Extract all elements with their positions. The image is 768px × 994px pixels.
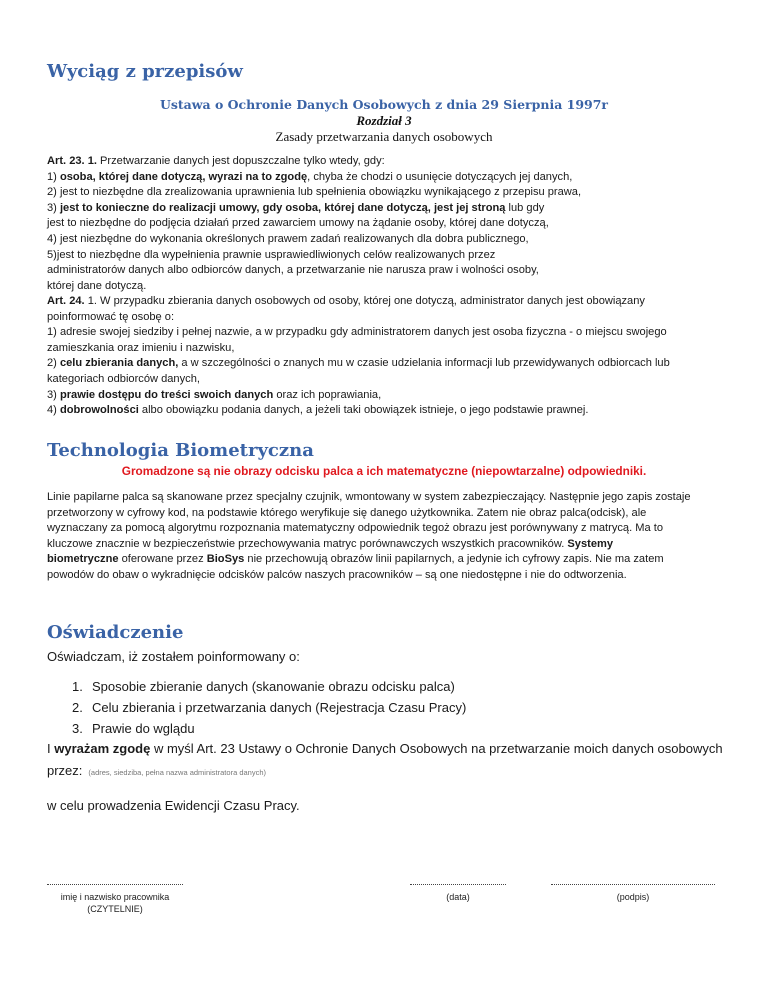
biometric-line: biometryczne oferowane przez BioSys nie przechowują obrazów linii papilarnych, a jedynie ich cyfrowy zapis. Nie ma zatem bbox=[47, 553, 664, 566]
art23-line: 3) jest to konieczne do realizacji umowy, gdy osoba, której dane dotyczą, jest jej stroną lub gdy bbox=[47, 201, 545, 214]
date-field[interactable] bbox=[410, 884, 506, 903]
signature-label: (podpis) bbox=[616, 892, 650, 902]
declaration-intro: Oświadczam, iż zostałem poinformowany o: bbox=[47, 649, 300, 664]
art24-line: poinformować tę osobę o: bbox=[47, 310, 175, 323]
employee-name-hint: (CZYTELNIE) bbox=[87, 904, 143, 914]
signature-line bbox=[47, 884, 183, 885]
art23-line: 5)jest to niezbędne dla wypełnienia prawnie usprawiedliwionych celów realizowanych przez bbox=[47, 248, 496, 261]
signature-field[interactable] bbox=[551, 884, 715, 903]
art24-line: zamieszkania oraz imieniu i nazwisku, bbox=[47, 341, 235, 354]
signature-line bbox=[410, 884, 506, 885]
biometric-heading: Technologia Biometryczna bbox=[47, 440, 314, 461]
art24-line: 4) dobrowolności albo obowiązku podania danych, a jeżeli taki obowiązek istnieje, o jego podstawie prawnej. bbox=[47, 404, 589, 417]
list-item: 1. Sposobie zbieranie danych (skanowanie obrazu odcisku palca) bbox=[72, 679, 455, 694]
administrator-hint: (adres, siedziba, pełna nazwa administratora danych) bbox=[88, 768, 267, 777]
consent-statement: I wyrażam zgodę w myśl Art. 23 Ustawy o Ochronie Danych Osobowych na przetwarzanie moich danych osobowych bbox=[47, 741, 723, 756]
biometric-paragraph bbox=[47, 490, 737, 584]
biometric-line: wyznaczany za pomocą algorytmu rozpoznania matematyczny odpowiednik tegoż obrazu jest porównywany z matrycą. Ma to bbox=[47, 522, 663, 535]
biometric-line: Linie papilarne palca są skanowane przez specjalny czujnik, wmontowany w system zabezpieczający. Następnie jego zapis zostaje bbox=[47, 491, 691, 503]
employee-name-label: imię i nazwisko pracownika bbox=[60, 892, 170, 902]
extract-heading: Wyciąg z przepisów bbox=[47, 61, 243, 82]
art24-line: Art. 24. 1. W przypadku zbierania danych osobowych od osoby, której one dotyczą, administrator danych jest obowiązany bbox=[47, 295, 645, 307]
employee-name-signature-field[interactable] bbox=[47, 884, 183, 915]
article-23 bbox=[47, 154, 737, 294]
biometric-line: przetworzony w cyfrowy kod, na podstawie którego weryfikuje się danego użytkownika. Zatem nie obraz palca(odcisk), ale bbox=[47, 506, 647, 519]
art24-line: kategoriach odbiorców danych, bbox=[47, 372, 200, 385]
art23-line: której dane dotyczą. bbox=[47, 279, 147, 292]
art24-line: 1) adresie swojej siedziby i pełnej nazwie, a w przypadku gdy administratorem danych jest osoba fizyczna - o miejscu swojego bbox=[47, 326, 667, 339]
consent-by-line: przez: (adres, siedziba, pełna nazwa administratora danych) bbox=[47, 763, 267, 778]
art23-line: Art. 23. 1. Przetwarzanie danych jest dopuszczalne tylko wtedy, gdy: bbox=[47, 155, 385, 167]
chapter-title: Rozdział 3 bbox=[356, 113, 412, 128]
art23-line: jest to niezbędne do podjęcia działań przed zawarciem umowy na żądanie osoby, której dane dotyczą, bbox=[47, 217, 549, 230]
article-24 bbox=[47, 294, 737, 419]
law-title: Ustawa o Ochronie Danych Osobowych z dnia 29 Sierpnia 1997r bbox=[159, 97, 609, 112]
declaration-list bbox=[72, 676, 466, 739]
list-item: 3. Prawie do wglądu bbox=[72, 721, 195, 736]
list-item: 2. Celu zbierania i przetwarzania danych (Rejestracja Czasu Pracy) bbox=[72, 700, 467, 715]
art24-line: 2) celu zbierania danych, a w szczególności o znanych mu w czasie udzielania informacji lub przewidywanych odbiorcach lub bbox=[47, 357, 670, 370]
declaration-heading: Oświadczenie bbox=[47, 622, 184, 643]
date-label: (data) bbox=[446, 892, 470, 902]
biometric-line: powodów do obaw o wykradnięcie odcisków palców naszych pracowników – są one niedostępne i nie do odtworzenia. bbox=[47, 568, 627, 581]
signature-line bbox=[551, 884, 715, 885]
art23-line: 4) jest niezbędne do wykonania określonych prawem zadań realizowanych dla dobra publicznego, bbox=[47, 232, 529, 245]
chapter-subtitle: Zasady przetwarzania danych osobowych bbox=[275, 129, 493, 144]
biometric-line: kluczowe znacznie w bezpieczeństwie przechowywania matryc porównawczych wszystkich pracowników. Systemy bbox=[47, 537, 614, 550]
art24-line: 3) prawie dostępu do treści swoich danych oraz ich poprawiania, bbox=[47, 388, 382, 401]
biometric-highlight: Gromadzone są nie obrazy odcisku palca a ich matematyczne (niepowtarzalne) odpowiedniki. bbox=[121, 464, 647, 478]
art23-line: 1) osoba, której dane dotyczą, wyrazi na to zgodę, chyba że chodzi o usunięcie dotyczących jej danych, bbox=[47, 170, 573, 183]
art23-line: administratorów danych albo odbiorców danych, a przetwarzanie nie narusza praw i wolności osoby, bbox=[47, 264, 539, 277]
art23-line: 2) jest to niezbędne dla zrealizowania uprawnienia lub spełnienia obowiązku wynikającego z przepisu prawa, bbox=[47, 186, 582, 199]
purpose-statement: w celu prowadzenia Ewidencji Czasu Pracy. bbox=[47, 798, 300, 813]
